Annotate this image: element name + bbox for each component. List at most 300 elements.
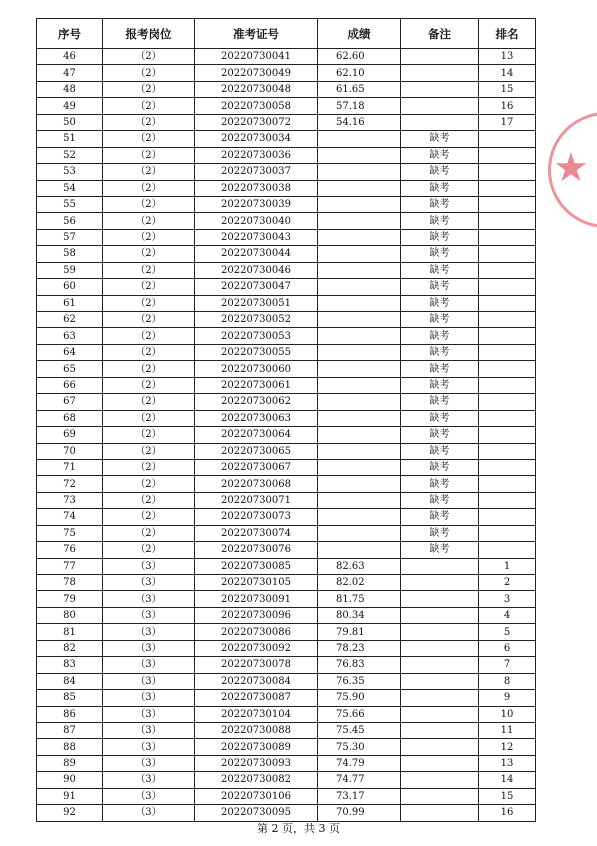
cell-seq: 87 <box>37 722 103 738</box>
cell-seq: 58 <box>37 246 103 262</box>
cell-note: 缺考 <box>401 427 479 443</box>
cell-post: （2） <box>103 476 195 492</box>
cell-rank: 15 <box>479 81 536 97</box>
cell-ticket: 20220730088 <box>195 722 318 738</box>
cell-post: （3） <box>103 739 195 755</box>
table-row <box>37 509 536 525</box>
cell-rank: 7 <box>479 657 536 673</box>
cell-seq: 82 <box>37 640 103 656</box>
cell-post: （2） <box>103 344 195 360</box>
header-note: 备注 <box>401 19 479 49</box>
table-row <box>37 755 536 771</box>
table-row <box>37 81 536 97</box>
table-row <box>37 459 536 475</box>
cell-score <box>318 312 401 328</box>
cell-post: （2） <box>103 49 195 65</box>
cell-score <box>318 476 401 492</box>
cell-rank: 16 <box>479 98 536 114</box>
cell-seq: 53 <box>37 164 103 180</box>
cell-rank <box>479 476 536 492</box>
cell-score <box>318 279 401 295</box>
cell-ticket: 20220730049 <box>195 65 318 81</box>
cell-note <box>401 772 479 788</box>
cell-score <box>318 492 401 508</box>
table-row <box>37 98 536 114</box>
cell-rank <box>479 213 536 229</box>
cell-seq: 47 <box>37 65 103 81</box>
cell-ticket: 20220730082 <box>195 772 318 788</box>
cell-rank <box>479 542 536 558</box>
cell-rank <box>479 196 536 212</box>
page-footer: 第 2 页，共 3 页 <box>257 822 340 835</box>
cell-score: 73.17 <box>318 788 401 804</box>
table-row <box>37 788 536 804</box>
cell-rank <box>479 279 536 295</box>
cell-rank <box>479 361 536 377</box>
table-row <box>37 575 536 591</box>
cell-seq: 70 <box>37 443 103 459</box>
table-header-row <box>37 19 536 49</box>
cell-rank: 13 <box>479 49 536 65</box>
cell-seq: 84 <box>37 673 103 689</box>
cell-note: 缺考 <box>401 443 479 459</box>
cell-post: （2） <box>103 509 195 525</box>
cell-rank: 2 <box>479 575 536 591</box>
cell-seq: 60 <box>37 279 103 295</box>
cell-post: （2） <box>103 312 195 328</box>
cell-rank <box>479 344 536 360</box>
cell-score <box>318 295 401 311</box>
cell-seq: 63 <box>37 328 103 344</box>
cell-post: （2） <box>103 410 195 426</box>
cell-score <box>318 196 401 212</box>
cell-note <box>401 558 479 574</box>
cell-ticket: 20220730061 <box>195 377 318 393</box>
cell-score <box>318 262 401 278</box>
cell-rank: 8 <box>479 673 536 689</box>
cell-ticket: 20220730055 <box>195 344 318 360</box>
cell-post: （2） <box>103 164 195 180</box>
cell-score: 61.65 <box>318 81 401 97</box>
cell-note <box>401 49 479 65</box>
cell-score <box>318 361 401 377</box>
seal-star-icon: ★ <box>553 145 589 191</box>
cell-ticket: 20220730076 <box>195 542 318 558</box>
cell-ticket: 20220730072 <box>195 114 318 130</box>
cell-post: （3） <box>103 640 195 656</box>
cell-rank: 4 <box>479 607 536 623</box>
cell-post: （3） <box>103 575 195 591</box>
table-row <box>37 443 536 459</box>
cell-ticket: 20220730051 <box>195 295 318 311</box>
table-row <box>37 196 536 212</box>
cell-note <box>401 114 479 130</box>
cell-note: 缺考 <box>401 410 479 426</box>
cell-ticket: 20220730043 <box>195 229 318 245</box>
cell-rank <box>479 328 536 344</box>
cell-note: 缺考 <box>401 394 479 410</box>
cell-score <box>318 525 401 541</box>
cell-score <box>318 328 401 344</box>
table-row <box>37 65 536 81</box>
cell-post: （3） <box>103 607 195 623</box>
cell-seq: 79 <box>37 591 103 607</box>
cell-post: （3） <box>103 805 195 821</box>
cell-seq: 65 <box>37 361 103 377</box>
cell-rank <box>479 246 536 262</box>
cell-seq: 85 <box>37 690 103 706</box>
table-row <box>37 279 536 295</box>
cell-score <box>318 542 401 558</box>
table-row <box>37 739 536 755</box>
cell-ticket: 20220730062 <box>195 394 318 410</box>
cell-note <box>401 755 479 771</box>
table-row <box>37 377 536 393</box>
table-row <box>37 722 536 738</box>
cell-ticket: 20220730067 <box>195 459 318 475</box>
cell-seq: 66 <box>37 377 103 393</box>
cell-score: 81.75 <box>318 591 401 607</box>
cell-score: 82.63 <box>318 558 401 574</box>
cell-note: 缺考 <box>401 262 479 278</box>
header-ticket: 准考证号 <box>195 19 318 49</box>
cell-seq: 80 <box>37 607 103 623</box>
cell-seq: 76 <box>37 542 103 558</box>
cell-seq: 77 <box>37 558 103 574</box>
cell-post: （2） <box>103 246 195 262</box>
cell-post: （3） <box>103 690 195 706</box>
cell-post: （2） <box>103 65 195 81</box>
cell-note <box>401 805 479 821</box>
cell-ticket: 20220730058 <box>195 98 318 114</box>
cell-rank <box>479 164 536 180</box>
cell-score: 75.45 <box>318 722 401 738</box>
cell-score <box>318 180 401 196</box>
cell-post: （2） <box>103 459 195 475</box>
cell-score: 75.90 <box>318 690 401 706</box>
cell-note <box>401 739 479 755</box>
cell-note <box>401 706 479 722</box>
cell-ticket: 20220730095 <box>195 805 318 821</box>
cell-rank <box>479 147 536 163</box>
cell-seq: 51 <box>37 131 103 147</box>
cell-note: 缺考 <box>401 131 479 147</box>
cell-ticket: 20220730073 <box>195 509 318 525</box>
cell-seq: 49 <box>37 98 103 114</box>
table-row <box>37 607 536 623</box>
cell-note <box>401 673 479 689</box>
table-row <box>37 229 536 245</box>
cell-note <box>401 575 479 591</box>
cell-seq: 61 <box>37 295 103 311</box>
cell-note: 缺考 <box>401 312 479 328</box>
table-row <box>37 427 536 443</box>
cell-ticket: 20220730105 <box>195 575 318 591</box>
cell-post: （2） <box>103 394 195 410</box>
cell-rank: 13 <box>479 755 536 771</box>
cell-note <box>401 657 479 673</box>
cell-ticket: 20220730039 <box>195 196 318 212</box>
cell-post: （3） <box>103 755 195 771</box>
cell-note: 缺考 <box>401 147 479 163</box>
cell-post: （2） <box>103 492 195 508</box>
cell-seq: 90 <box>37 772 103 788</box>
cell-seq: 92 <box>37 805 103 821</box>
table-row <box>37 114 536 130</box>
cell-ticket: 20220730044 <box>195 246 318 262</box>
cell-score <box>318 509 401 525</box>
header-seq: 序号 <box>37 19 103 49</box>
cell-rank: 10 <box>479 706 536 722</box>
cell-seq: 78 <box>37 575 103 591</box>
cell-rank: 6 <box>479 640 536 656</box>
header-score: 成绩 <box>318 19 401 49</box>
table-row <box>37 476 536 492</box>
header-rank: 排名 <box>479 19 536 49</box>
cell-seq: 46 <box>37 49 103 65</box>
table-row <box>37 164 536 180</box>
table-row <box>37 312 536 328</box>
cell-ticket: 20220730087 <box>195 690 318 706</box>
table-body <box>37 49 536 822</box>
table-row <box>37 558 536 574</box>
cell-ticket: 20220730068 <box>195 476 318 492</box>
cell-rank: 9 <box>479 690 536 706</box>
cell-post: （2） <box>103 279 195 295</box>
table-row <box>37 147 536 163</box>
cell-score: 62.10 <box>318 65 401 81</box>
table-row <box>37 410 536 426</box>
cell-ticket: 20220730037 <box>195 164 318 180</box>
cell-seq: 59 <box>37 262 103 278</box>
cell-seq: 75 <box>37 525 103 541</box>
cell-ticket: 20220730093 <box>195 755 318 771</box>
cell-ticket: 20220730064 <box>195 427 318 443</box>
cell-rank <box>479 459 536 475</box>
cell-rank: 15 <box>479 788 536 804</box>
cell-rank <box>479 509 536 525</box>
cell-seq: 50 <box>37 114 103 130</box>
cell-note: 缺考 <box>401 542 479 558</box>
table-row <box>37 805 536 821</box>
cell-score: 79.81 <box>318 624 401 640</box>
cell-post: （2） <box>103 361 195 377</box>
cell-score <box>318 131 401 147</box>
cell-seq: 81 <box>37 624 103 640</box>
table-row <box>37 690 536 706</box>
cell-note: 缺考 <box>401 492 479 508</box>
table-row <box>37 49 536 65</box>
cell-ticket: 20220730085 <box>195 558 318 574</box>
cell-post: （2） <box>103 542 195 558</box>
cell-note: 缺考 <box>401 525 479 541</box>
cell-rank <box>479 377 536 393</box>
cell-note: 缺考 <box>401 196 479 212</box>
cell-note <box>401 690 479 706</box>
cell-note: 缺考 <box>401 295 479 311</box>
cell-post: （2） <box>103 377 195 393</box>
cell-rank <box>479 443 536 459</box>
cell-note <box>401 788 479 804</box>
cell-ticket: 20220730038 <box>195 180 318 196</box>
cell-score: 76.83 <box>318 657 401 673</box>
table-row <box>37 262 536 278</box>
cell-ticket: 20220730065 <box>195 443 318 459</box>
cell-score: 57.18 <box>318 98 401 114</box>
table-row <box>37 295 536 311</box>
cell-post: （2） <box>103 114 195 130</box>
cell-ticket: 20220730034 <box>195 131 318 147</box>
cell-score <box>318 459 401 475</box>
cell-score <box>318 443 401 459</box>
cell-ticket: 20220730063 <box>195 410 318 426</box>
cell-rank <box>479 312 536 328</box>
cell-ticket: 20220730052 <box>195 312 318 328</box>
cell-post: （2） <box>103 131 195 147</box>
cell-post: （3） <box>103 772 195 788</box>
cell-seq: 57 <box>37 229 103 245</box>
cell-score <box>318 229 401 245</box>
cell-seq: 83 <box>37 657 103 673</box>
cell-seq: 71 <box>37 459 103 475</box>
cell-ticket: 20220730071 <box>195 492 318 508</box>
cell-score: 80.34 <box>318 607 401 623</box>
cell-score: 82.02 <box>318 575 401 591</box>
cell-post: （2） <box>103 229 195 245</box>
cell-note: 缺考 <box>401 476 479 492</box>
cell-rank: 11 <box>479 722 536 738</box>
cell-ticket: 20220730036 <box>195 147 318 163</box>
cell-ticket: 20220730040 <box>195 213 318 229</box>
cell-rank <box>479 394 536 410</box>
cell-score <box>318 164 401 180</box>
cell-post: （3） <box>103 558 195 574</box>
cell-ticket: 20220730046 <box>195 262 318 278</box>
cell-rank: 14 <box>479 65 536 81</box>
table-row <box>37 246 536 262</box>
table-row <box>37 542 536 558</box>
cell-seq: 67 <box>37 394 103 410</box>
cell-note <box>401 640 479 656</box>
cell-ticket: 20220730091 <box>195 591 318 607</box>
cell-score <box>318 394 401 410</box>
cell-rank <box>479 525 536 541</box>
table-row <box>37 361 536 377</box>
table-row <box>37 328 536 344</box>
cell-note <box>401 65 479 81</box>
cell-post: （3） <box>103 706 195 722</box>
cell-note <box>401 98 479 114</box>
cell-seq: 68 <box>37 410 103 426</box>
cell-ticket: 20220730041 <box>195 49 318 65</box>
cell-rank <box>479 427 536 443</box>
cell-note: 缺考 <box>401 164 479 180</box>
cell-score <box>318 344 401 360</box>
cell-note <box>401 607 479 623</box>
cell-note <box>401 624 479 640</box>
cell-ticket: 20220730106 <box>195 788 318 804</box>
cell-rank: 3 <box>479 591 536 607</box>
cell-seq: 48 <box>37 81 103 97</box>
cell-seq: 74 <box>37 509 103 525</box>
cell-score <box>318 147 401 163</box>
cell-score: 76.35 <box>318 673 401 689</box>
table-row <box>37 344 536 360</box>
cell-score: 75.66 <box>318 706 401 722</box>
cell-ticket: 20220730089 <box>195 739 318 755</box>
table-row <box>37 624 536 640</box>
cell-post: （2） <box>103 180 195 196</box>
cell-score: 74.79 <box>318 755 401 771</box>
cell-rank: 14 <box>479 772 536 788</box>
table-row <box>37 772 536 788</box>
cell-post: （2） <box>103 427 195 443</box>
cell-seq: 69 <box>37 427 103 443</box>
cell-post: （2） <box>103 328 195 344</box>
cell-seq: 64 <box>37 344 103 360</box>
cell-score <box>318 410 401 426</box>
table-row <box>37 591 536 607</box>
cell-ticket: 20220730086 <box>195 624 318 640</box>
cell-rank <box>479 410 536 426</box>
cell-score: 74.77 <box>318 772 401 788</box>
cell-note <box>401 591 479 607</box>
cell-score: 54.16 <box>318 114 401 130</box>
cell-note: 缺考 <box>401 328 479 344</box>
cell-seq: 56 <box>37 213 103 229</box>
cell-ticket: 20220730053 <box>195 328 318 344</box>
cell-seq: 72 <box>37 476 103 492</box>
cell-post: （3） <box>103 624 195 640</box>
cell-note: 缺考 <box>401 229 479 245</box>
cell-score <box>318 377 401 393</box>
cell-ticket: 20220730074 <box>195 525 318 541</box>
cell-note: 缺考 <box>401 279 479 295</box>
cell-post: （3） <box>103 673 195 689</box>
cell-seq: 62 <box>37 312 103 328</box>
cell-ticket: 20220730104 <box>195 706 318 722</box>
cell-seq: 73 <box>37 492 103 508</box>
table-row <box>37 525 536 541</box>
table-row <box>37 213 536 229</box>
cell-post: （2） <box>103 81 195 97</box>
cell-note: 缺考 <box>401 246 479 262</box>
cell-seq: 54 <box>37 180 103 196</box>
cell-ticket: 20220730048 <box>195 81 318 97</box>
cell-note: 缺考 <box>401 459 479 475</box>
cell-post: （2） <box>103 262 195 278</box>
table-row <box>37 673 536 689</box>
cell-score <box>318 213 401 229</box>
cell-score: 70.99 <box>318 805 401 821</box>
cell-seq: 89 <box>37 755 103 771</box>
cell-score: 78.23 <box>318 640 401 656</box>
cell-post: （3） <box>103 722 195 738</box>
cell-rank: 16 <box>479 805 536 821</box>
cell-rank: 12 <box>479 739 536 755</box>
cell-rank: 1 <box>479 558 536 574</box>
cell-ticket: 20220730092 <box>195 640 318 656</box>
cell-rank <box>479 229 536 245</box>
table-row <box>37 492 536 508</box>
cell-seq: 55 <box>37 196 103 212</box>
cell-note: 缺考 <box>401 344 479 360</box>
cell-post: （2） <box>103 443 195 459</box>
table-row <box>37 131 536 147</box>
cell-post: （2） <box>103 147 195 163</box>
cell-note: 缺考 <box>401 509 479 525</box>
cell-rank <box>479 262 536 278</box>
